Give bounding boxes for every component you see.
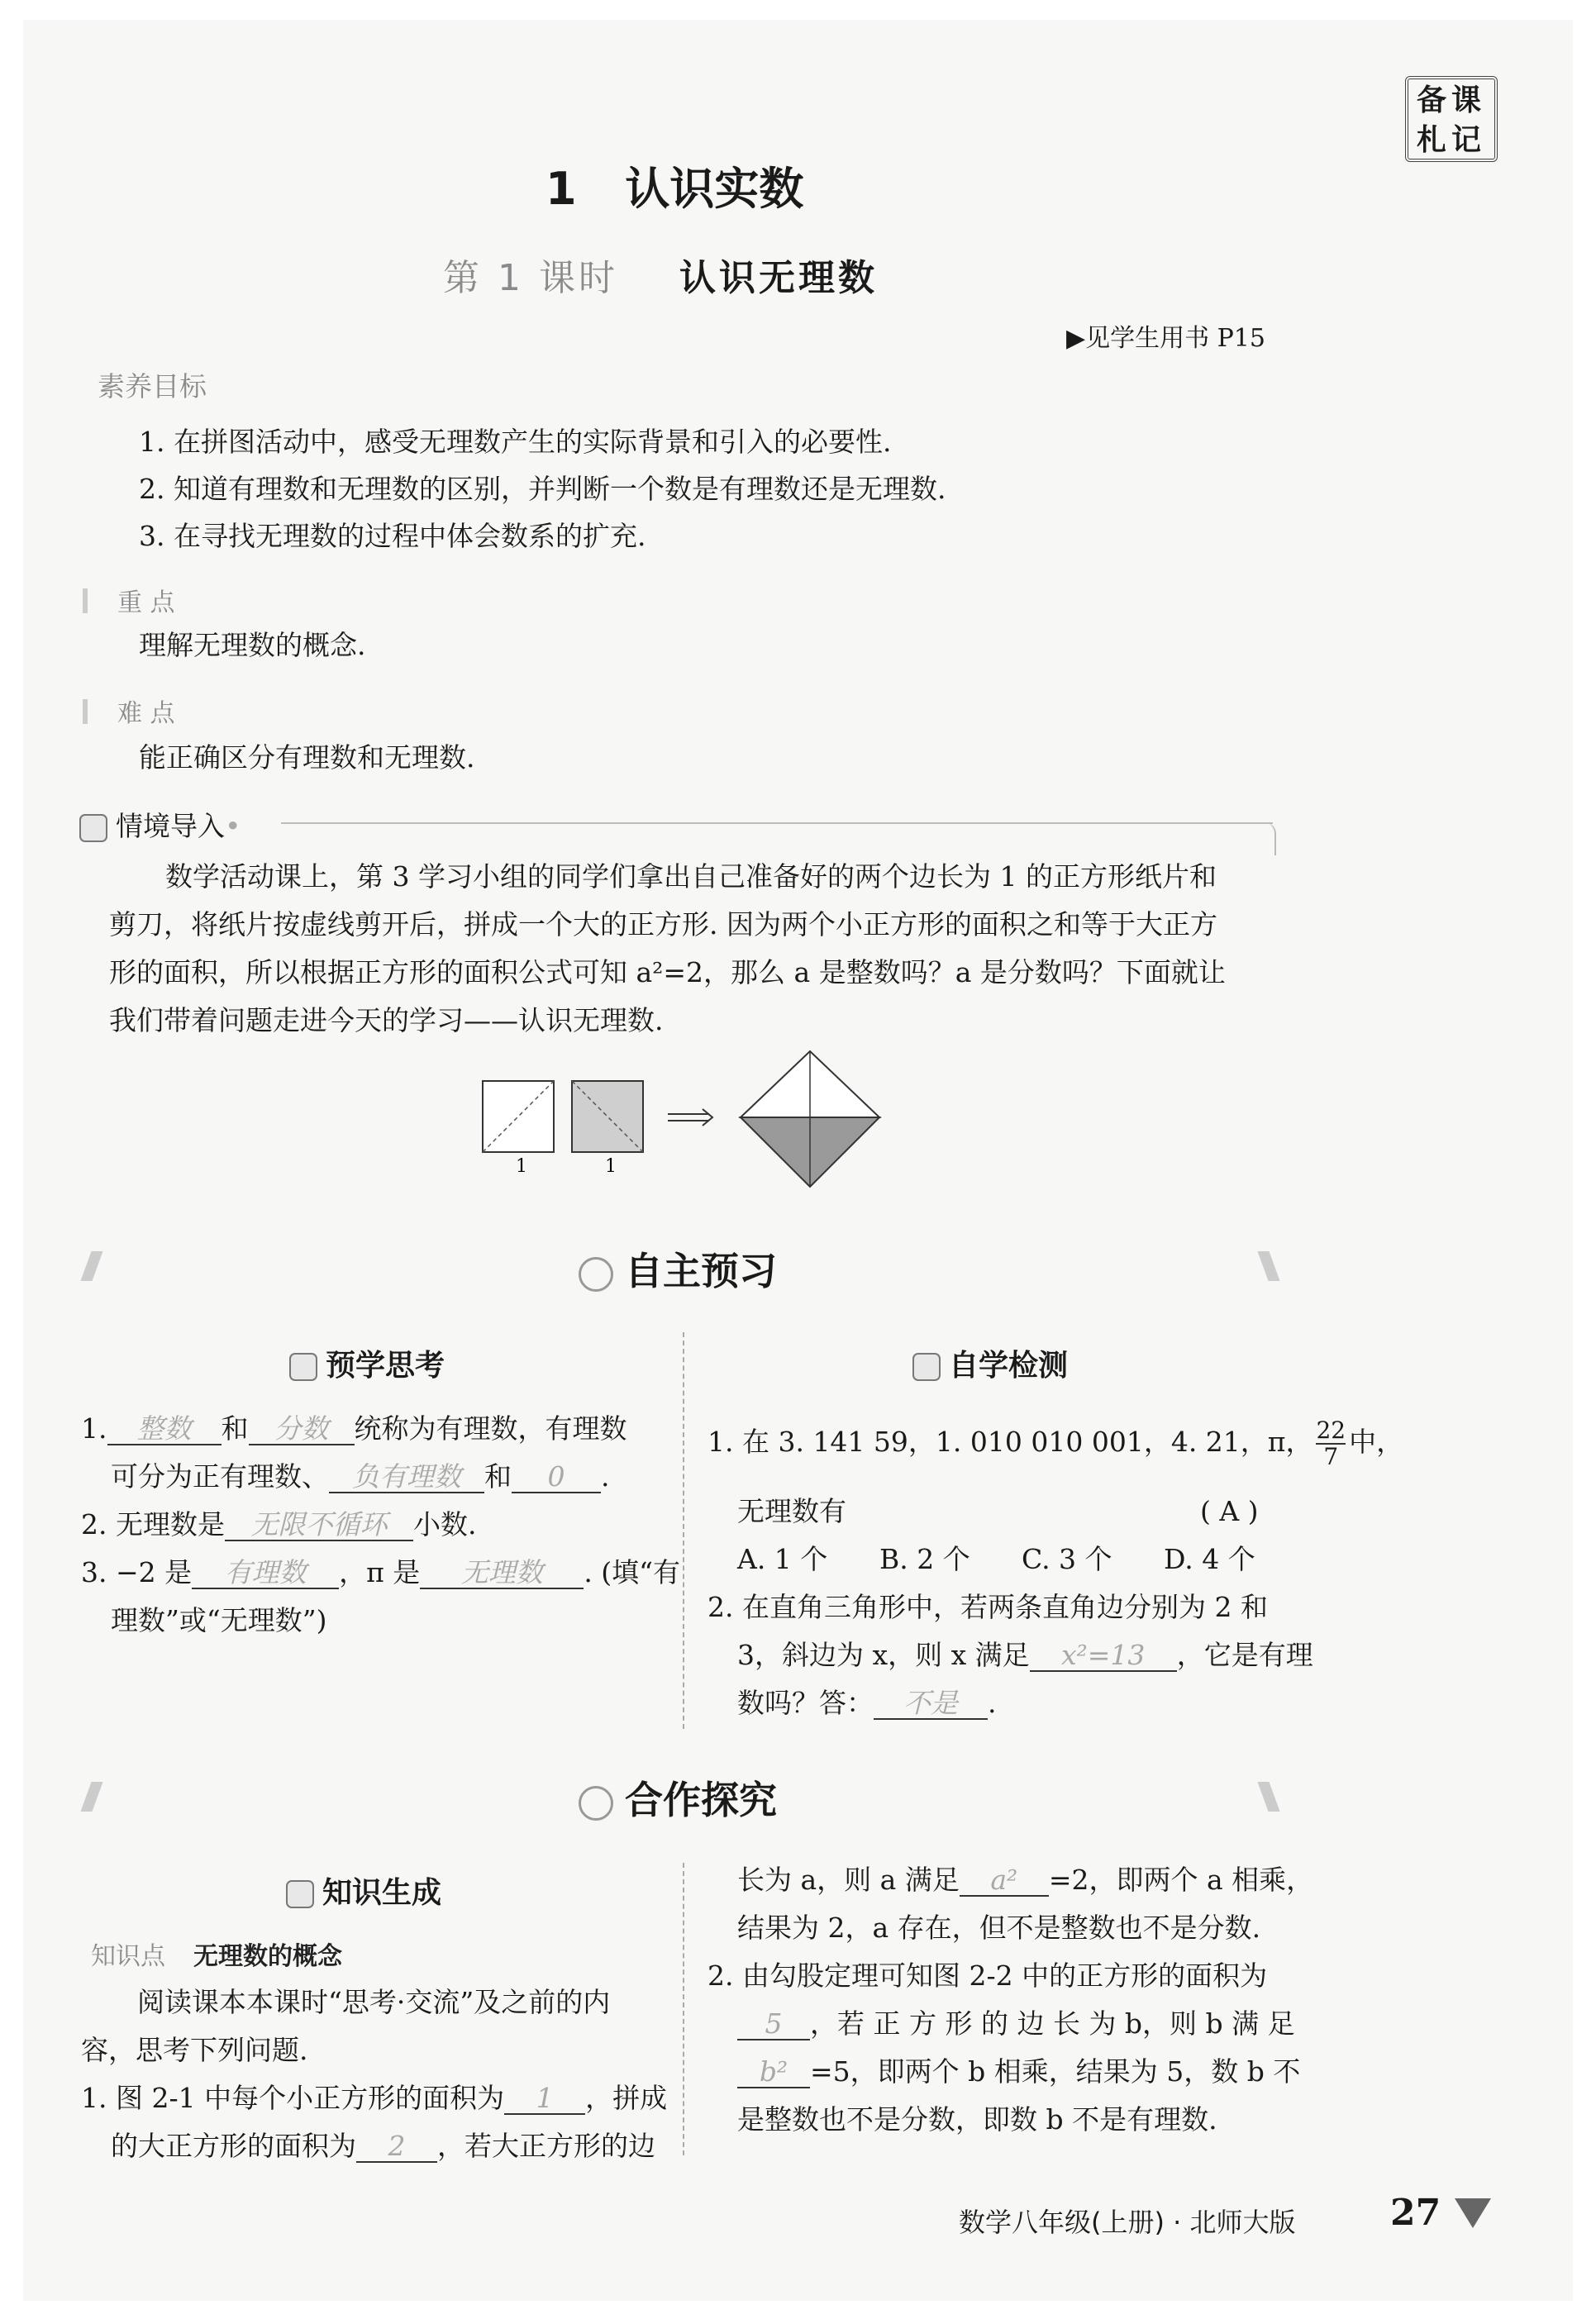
kp-r-line3: 2. 由勾股定理可知图 2-2 中的正方形的面积为 [707,1959,1268,1992]
difficulty-label: 难 点 [117,699,175,728]
answer-b-squared: b² [737,2057,810,2088]
section1-column-divider [683,1332,684,1729]
answer-x-squared: x²=13 [1030,1640,1177,1672]
goal-item-3: 3. 在寻找无理数的过程中体会数系的扩充. [139,520,646,552]
self-check-icon [912,1353,941,1381]
answer-irrational: 无理数 [420,1558,584,1589]
prep-notes-stamp: 备课札记 [1405,76,1498,162]
section2-icon [579,1786,613,1821]
difficulty-text: 能正确区分有理数和无理数. [139,741,475,774]
corner-arrow-icon [1455,2198,1491,2228]
preview-thinking-icon [289,1353,317,1381]
scenario-divider [281,822,1273,824]
kp-q1-line1: 1. 图 2-1 中每个小正方形的面积为 1 ，拼成 [81,2082,668,2114]
kp-r-line6: 是整数也不是分数，即数 b 不是有理数. [737,2103,1217,2136]
section1-title: 自主预习 [579,1241,777,1296]
preview-q2: 2. 无理数是 无限不循环 小数. [81,1508,477,1540]
lesson-label: 第 1 课时 [443,257,618,299]
page-number: 27 [1390,2192,1441,2234]
title-number: 1 [545,163,577,215]
option-a: A. 1 个 [737,1543,828,1575]
kp-r-line2: 结果为 2，a 存在，但不是整数也不是分数. [737,1912,1261,1944]
lesson-title [443,248,878,301]
self-check-header: 自学检测 [912,1342,1068,1384]
preview-q1-line2: 可分为正有理数、 负有理数 和 0 . [111,1460,610,1493]
answer-not-rational: 不是 [874,1688,988,1720]
preview-q3-line1: 3. −2 是 有理数 ，π 是 无理数 . (填“有 [81,1556,681,1588]
scenario-line-2: 剪刀，将纸片按虚线剪开后，拼成一个大的正方形. 因为两个小正方形的面积之和等于大正方 [109,908,1217,940]
answer-integer: 整数 [107,1414,222,1445]
answer-square-area: 5 [737,2009,810,2040]
fig-side-label-2: 1 [605,1156,617,1177]
preview-q1-line1: 1. 整数 和 分数 统称为有理数，有理数 [81,1412,627,1445]
answer-zero: 0 [512,1462,601,1493]
key-point-bar [83,588,88,613]
answer-rational: 有理数 [192,1558,339,1589]
knowledge-gen-header: 知识生成 [286,1869,441,1912]
scenario-line-4: 我们带着问题走进今天的学习——认识无理数. [109,1004,664,1036]
self-check-q2-line2: 3，斜边为 x，则 x 满足 x²=13 ，它是有理 [737,1639,1313,1671]
answer-large-area: 2 [356,2131,437,2163]
answer-negative-rational: 负有理数 [329,1462,484,1493]
kp-label: 知识点 [91,1942,165,1971]
self-check-q1-options [737,1536,1255,1583]
option-d: D. 4 个 [1164,1543,1255,1575]
option-b: B. 2 个 [879,1543,970,1575]
section2-column-divider [683,1863,684,2155]
kp-q1-line2: 的大正方形的面积为 2 ，若大正方形的边 [111,2130,655,2162]
knowledge-point [91,1936,342,1972]
self-check-q2-line3: 数吗？答： 不是 . [737,1687,997,1719]
preview-q3-line2: 理数”或“无理数”) [111,1604,327,1636]
answer-a-squared: a² [960,1865,1049,1897]
goal-item-1: 1. 在拼图活动中，感受无理数产生的实际背景和引入的必要性. [139,426,892,458]
scenario-line-3: 形的面积，所以根据正方形的面积公式可知 a²=2，那么 a 是整数吗？a 是分数吗？下面就让 [109,956,1226,988]
square-cutting-figure [479,1048,893,1202]
kp-intro-1: 阅读课本本课时“思考·交流”及之前的内 [137,1986,611,2018]
answer-non-repeating: 无限不循环 [225,1510,413,1541]
fig-side-label-1: 1 [516,1156,527,1177]
kp-title: 无理数的概念 [193,1942,342,1971]
kp-r-line1: 长为 a，则 a 满足 a² =2，即两个 a 相乘， [737,1864,1314,1896]
self-check-q1-answer: ( A ) [1200,1495,1259,1527]
scenario-header: 情境导入• [79,805,241,844]
key-point-label: 重 点 [117,588,175,617]
title-text: 认识实数 [625,163,804,215]
fraction-22-7: $\frac{22}{7}$ [1316,1417,1346,1470]
kp-r-line4: 5 ，若 正 方 形 的 边 长 为 b，则 b 满 足 [737,2000,1295,2048]
section2-title: 合作探究 [579,1770,777,1825]
scenario-icon [79,814,107,842]
scenario-line-1: 数学活动课上，第 3 学习小组的同学们拿出自己准备好的两个边长为 1 的正方形纸片和 [165,860,1217,893]
difficulty-bar [83,699,88,724]
kp-r-line5: b² =5，即两个 b 相乘，结果为 5，数 b 不 [737,2048,1300,2096]
self-check-q2-line1: 2. 在直角三角形中，若两条直角边分别为 2 和 [707,1591,1268,1623]
key-point-text: 理解无理数的概念. [139,629,366,661]
triangle-arrow-icon: ▶ [1066,324,1086,353]
kp-intro-2: 容，思考下列问题. [81,2034,308,2066]
preview-thinking-header: 预学思考 [289,1342,445,1384]
self-check-q1-line2: 无理数有 [737,1495,846,1527]
option-c: C. 3 个 [1022,1543,1112,1575]
answer-fraction: 分数 [249,1414,355,1445]
answer-small-area: 1 [504,2083,585,2115]
goal-item-2: 2. 知道有理数和无理数的区别，并判断一个数是有理数还是无理数. [139,473,946,505]
lesson-name: 认识无理数 [679,257,878,299]
self-check-q1-line1: 1. 在 3. 141 59，1. 010 010 001，4. 21，π， $\frac{22}{7}$ 中， [707,1417,1404,1470]
student-book-ref: ▶见学生用书 P15 [1066,324,1265,353]
page-title [545,154,803,217]
scenario-divider-corner [1265,822,1276,855]
section1-icon [579,1257,613,1292]
knowledge-gen-icon [286,1880,314,1908]
goals-header: 素养目标 [98,370,207,402]
footer-book-title: 数学八年级(上册) · 北师大版 [959,2207,1296,2238]
